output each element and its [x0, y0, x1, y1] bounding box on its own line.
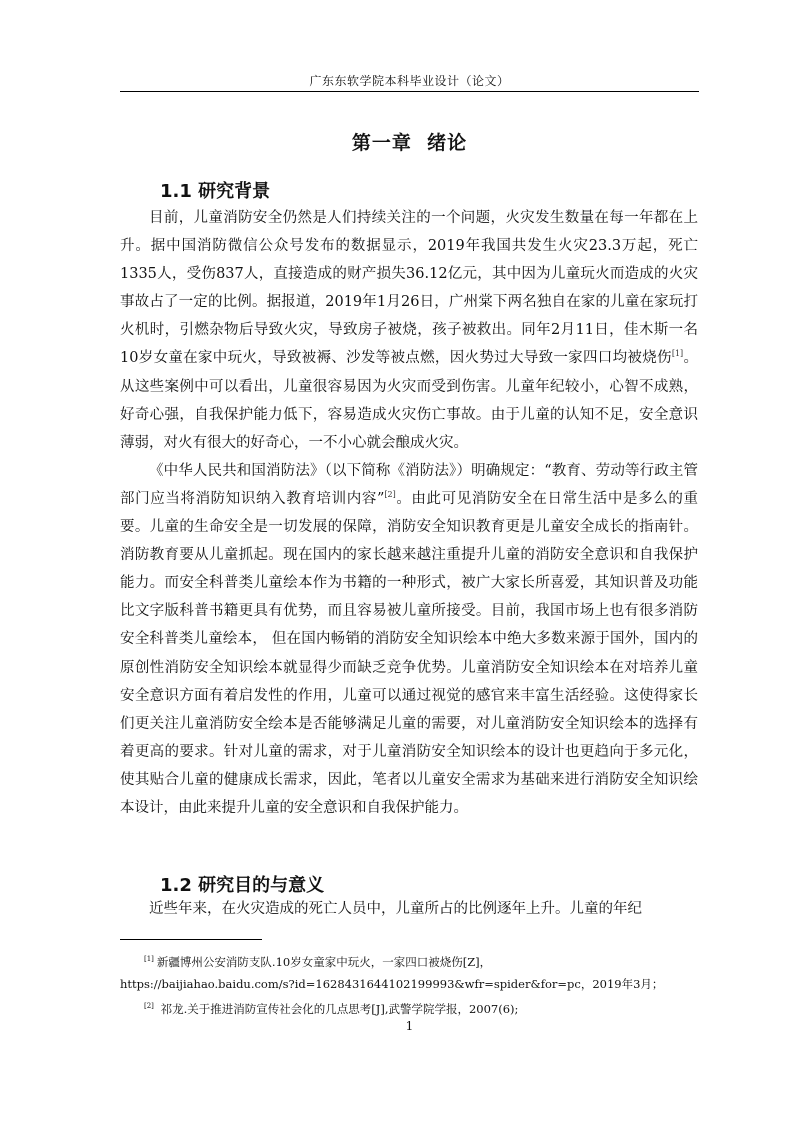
running-header: 广东东软学院本科毕业设计（论文）	[309, 74, 510, 88]
paragraph-text: 。从这些案例中可以看出，儿童很容易因为火灾而受到伤害。儿童年纪较小，心智不成熟，好奇心强，自我保护能力低下，容易造成火灾伤亡事故。由于儿童的认知不足，安全意识薄弱，对火有很大的好奇心，一不小心就会酿成火灾。	[120, 350, 698, 451]
paragraph: 近些年来，在火灾造成的死亡人员中，儿童所占的比例逐年上升。儿童的年纪	[149, 901, 642, 917]
chapter-title: 第一章 绪论	[351, 132, 468, 154]
section-1-1-body	[120, 204, 698, 822]
footnotes	[120, 948, 700, 1020]
footnote-mark: [1]	[144, 955, 154, 963]
paragraph	[120, 457, 698, 822]
section-heading-1-2: 1.2 研究目的与意义	[160, 875, 325, 896]
citation-ref: [2]	[384, 490, 396, 500]
paragraph-text: 《中华人民共和国消防法》（以下简称《消防法》）明确规定：“教育、劳动等行政主管部门应当将消防知识纳入教育培训内容”	[120, 462, 698, 507]
footnote-text: 新疆博州公安消防支队.10岁女童家中玩火，一家四口被烧伤[Z]，	[156, 954, 492, 969]
footnote-1	[120, 948, 700, 973]
paragraph-text: 目前，儿童消防安全仍然是人们持续关注的一个问题，火灾发生数量在每一年都在上升。据中国消防微信公众号发布的数据显示，2019年我国共发生火灾23.3万起，死亡1335人，受伤837人，直接造成的财产损失36.12亿元，其中因为儿童玩火而造成的火灾事故占了一定的比例。据报道，2019年1月26日，广州棠下两名独自在家的儿童在家玩打火机时，引燃杂物后导致火灾，导致房子被烧，孩子被救出。同年2月11日，佳木斯一名10岁女童在家中玩火，导致被褥、沙发等被点燃，因火势过大导致一家四口均被烧伤	[120, 210, 698, 367]
footnote-mark: [2]	[144, 1001, 154, 1010]
paragraph	[120, 204, 698, 457]
section-1-2-body	[120, 895, 698, 923]
footnote-rule	[120, 939, 262, 940]
footnote-text: 祁龙.关于推进消防宣传社会化的几点思考[J],武警学院学报，2007(6);	[156, 1001, 519, 1016]
page-number: 1	[405, 1019, 414, 1033]
header-rule	[120, 91, 699, 92]
footnote-2	[120, 995, 700, 1020]
paragraph-text: 。由此可见消防安全在日常生活中是多么的重要。儿童的生命安全是一切发展的保障，消防安全知识教育更是儿童安全成长的指南针。消防教育要从儿童抓起。现在国内的家长越来越注重提升儿童的消防安全意识和自我保护能力。而安全科普类儿童绘本作为书籍的一种形式，被广大家长所喜爱，其知识普及功能比文字版科普书籍更具有优势，而且容易被儿童所接受。目前，我国市场上也有很多消防安全科普类儿童绘本， 但在国内畅销的消防安全知识绘本中绝大多数来源于国外，国内的原创性消防安全知识绘本就显得少而缺乏竞争优势。儿童消防安全知识绘本在对培养儿童安全意识方面有着启发性的作用，儿童可以通过视觉的感官来丰富生活经验。这使得家长们更关注儿童消防安全绘本是否能够满足儿童的需要，对儿童消防安全知识绘本的选择有着更高的要求。针对儿童的需求，对于儿童消防安全知识绘本的设计也更趋向于多元化，使其贴合儿童的健康成长需求，因此，笔者以儿童安全需求为基础来进行消防安全知识绘本设计，由此来提升儿童的安全意识和自我保护能力。	[120, 490, 698, 816]
footnote-1-url: https://baijiahao.baidu.com/s?id=1628431644102199993&wfr=spider&for=pc，2019年3月；	[120, 976, 664, 991]
citation-ref: [1]	[671, 349, 684, 359]
section-heading-1-1: 1.1 研究背景	[160, 181, 271, 202]
